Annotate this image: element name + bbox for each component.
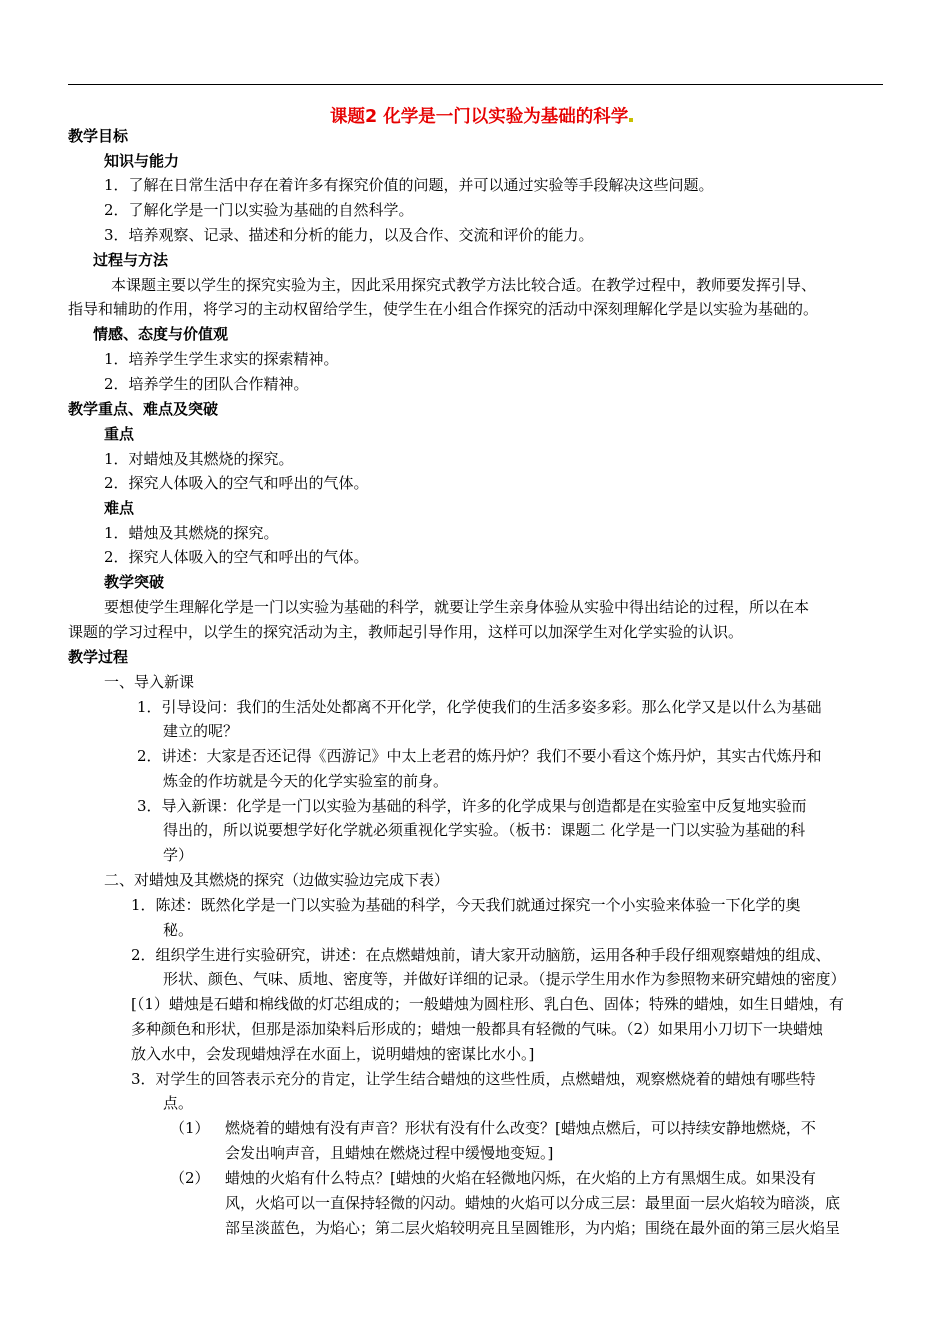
page-title: 课题2 化学是一门以实验为基础的科学: [330, 103, 633, 128]
subheading-breakthrough: 教学突破: [104, 573, 165, 591]
paragraph-line: 建立的呢？: [163, 722, 239, 740]
paragraph-line: 1．蜡烛及其燃烧的探究。: [104, 524, 279, 542]
paragraph-line: 1．陈述：既然化学是一门以实验为基础的科学，今天我们就通过探究一个小实验来体验一下化学的奥: [131, 896, 801, 914]
heading-teaching-process: 教学过程: [68, 648, 129, 666]
paragraph-line: 2．培养学生的团队合作精神。: [104, 375, 309, 393]
paragraph-line: 2．了解化学是一门以实验为基础的自然科学。: [104, 201, 414, 219]
subheading-difficulty: 难点: [104, 499, 135, 517]
paragraph-line: 课题的学习过程中，以学生的探究活动为主，教师起引导作用，这样可以加深学生对化学实验的认识。: [68, 623, 744, 641]
list-marker: （1）: [170, 1119, 210, 1137]
subheading-attitude: 情感、态度与价值观: [93, 325, 229, 343]
paragraph-line: 1．了解在日常生活中存在着许多有探究价值的问题，并可以通过实验等手段解决这些问题。: [104, 176, 714, 194]
paragraph-line: 2．探究人体吸入的空气和呼出的气体。: [104, 474, 369, 492]
section-heading: 一、导入新课: [104, 673, 195, 691]
paragraph-line: 点。: [163, 1094, 194, 1112]
subheading-process: 过程与方法: [93, 251, 169, 269]
paragraph-line: 形状、颜色、气味、质地、密度等，并做好详细的记录。（提示学生用水作为参照物来研究蜡烛的密度）: [163, 970, 846, 988]
title-mark: [629, 118, 633, 122]
paragraph-line: 学）: [163, 846, 194, 864]
paragraph-line: 多种颜色和形状，但那是添加染料后形成的；蜡烛一般都具有轻微的气味。（2）如果用小刀切下一块蜡烛: [131, 1020, 824, 1038]
paragraph-line: 2．讲述：大家是否还记得《西游记》中太上老君的炼丹炉？我们不要小看这个炼丹炉，其实古代炼丹和: [137, 747, 822, 765]
paragraph-line: 蜡烛的火焰有什么特点？[蜡烛的火焰在轻微地闪烁，在火焰的上方有黑烟生成。如果没有: [225, 1169, 816, 1187]
paragraph-line: 秘。: [163, 921, 194, 939]
paragraph-line: 炼金的作坊就是今天的化学实验室的前身。: [163, 772, 449, 790]
paragraph-line: 燃烧着的蜡烛有没有声音？形状有没有什么改变？[蜡烛点燃后，可以持续安静地燃烧，不: [225, 1119, 816, 1137]
paragraph-line: 1．对蜡烛及其燃烧的探究。: [104, 450, 294, 468]
paragraph-line: 2．组织学生进行实验研究，讲述：在点燃蜡烛前，请大家开动脑筋，运用各种手段仔细观察蜡烛的组成、: [131, 946, 831, 964]
paragraph-line: 1．培养学生学生求实的探索精神。: [104, 350, 339, 368]
heading-teaching-goals: 教学目标: [68, 127, 129, 145]
paragraph-line: 指导和辅助的作用，将学习的主动权留给学生，使学生在小组合作探究的活动中深刻理解化学是以实验为基础的。: [68, 300, 819, 318]
paragraph-line: 会发出响声音，且蜡烛在燃烧过程中缓慢地变短。]: [225, 1144, 554, 1162]
paragraph-line: 要想使学生理解化学是一门以实验为基础的科学，就要让学生亲身体验从实验中得出结论的过程，所以在本: [104, 598, 810, 616]
paragraph-line: 放入水中，会发现蜡烛浮在水面上，说明蜡烛的密谋比水小。]: [131, 1045, 535, 1063]
subheading-key: 重点: [104, 425, 135, 443]
paragraph-line: 得出的，所以说要想学好化学就必须重视化学实验。（板书：课题二 化学是一门以实验为基础的科: [163, 821, 806, 839]
paragraph-line: 2．探究人体吸入的空气和呼出的气体。: [104, 548, 369, 566]
paragraph-line: 本课题主要以学生的探究实验为主，因此采用探究式教学方法比较合适。在教学过程中，教师要发挥引导、: [111, 276, 817, 294]
list-marker: （2）: [170, 1169, 210, 1187]
paragraph-line: [（1）蜡烛是石蜡和棉线做的灯芯组成的；一般蜡烛为圆柱形、乳白色、固体；特殊的蜡烛，如生日蜡烛，有: [131, 995, 844, 1013]
paragraph-line: 部呈淡蓝色，为焰心；第二层火焰较明亮且呈圆锥形，为内焰；围绕在最外面的第三层火焰呈: [225, 1219, 841, 1237]
header-rule: [68, 84, 883, 85]
subheading-knowledge: 知识与能力: [104, 152, 180, 170]
paragraph-line: 1．引导设问：我们的生活处处都离不开化学，化学使我们的生活多姿多彩。那么化学又是以什么为基础: [137, 698, 822, 716]
paragraph-line: 风，火焰可以一直保持轻微的闪动。蜡烛的火焰可以分成三层：最里面一层火焰较为暗淡，底: [225, 1194, 841, 1212]
paragraph-line: 3．导入新课：化学是一门以实验为基础的科学，许多的化学成果与创造都是在实验室中反复地实验而: [137, 797, 807, 815]
heading-key-points: 教学重点、难点及突破: [68, 400, 219, 418]
section-heading: 二、对蜡烛及其燃烧的探究（边做实验边完成下表）: [104, 871, 450, 889]
paragraph-line: 3．培养观察、记录、描述和分析的能力，以及合作、交流和评价的能力。: [104, 226, 594, 244]
paragraph-line: 3．对学生的回答表示充分的肯定，让学生结合蜡烛的这些性质，点燃蜡烛，观察燃烧着的蜡烛有哪些特: [131, 1070, 816, 1088]
